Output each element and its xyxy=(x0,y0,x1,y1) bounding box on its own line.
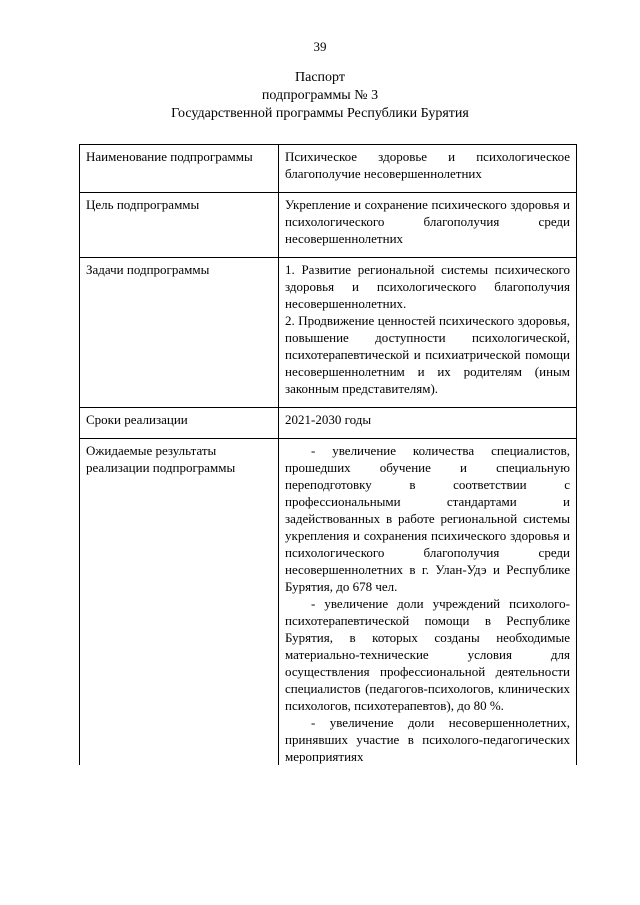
task-item: 2. Продвижение ценностей психического здоровья, повышение доступности психологической, психотерапевтической и психиатрической помощи несовершеннолетним и их родителям (иным законным представителям). xyxy=(285,313,570,396)
row-name xyxy=(80,145,577,193)
result-item: - увеличение количества специалистов, прошедших обучение и специальную переподготовку в соответствии с профессиональными стандартами и задействованных в работе региональной системы укрепления и сохранения психического здоровья и психологического благополучия среди несовершеннолетних в г. Улан-Удэ и Республике Бурятия, до 678 чел. xyxy=(285,443,570,594)
row-goal-label: Цель подпрограммы xyxy=(80,193,279,258)
row-goal xyxy=(80,193,577,258)
page-number: 39 xyxy=(313,39,327,54)
row-terms-value: 2021-2030 годы xyxy=(279,408,577,439)
row-goal-value: Укрепление и сохранение психического здоровья и психологического благополучия среди несовершеннолетних xyxy=(279,193,577,258)
title-line-2: подпрограммы № 3 xyxy=(261,88,379,103)
task-item: 1. Развитие региональной системы психического здоровья и психологического благополучия несовершеннолетних. xyxy=(285,262,570,311)
row-terms xyxy=(80,408,577,439)
row-tasks-label: Задачи подпрограммы xyxy=(80,258,279,408)
row-results xyxy=(80,439,577,766)
row-terms-label: Сроки реализации xyxy=(80,408,279,439)
result-item: - увеличение доли учреждений психолого-психотерапевтической помощи в Республике Бурятия, в которых созданы необходимые материально-технические условия для осуществления профессиональной деятельности специалистов (педагогов-психологов, клинических психологов, психотерапевтов), до 80 %. xyxy=(285,596,570,713)
document-title xyxy=(0,69,640,123)
row-tasks xyxy=(80,258,577,408)
row-name-value: Психическое здоровье и психологическое благополучие несовершеннолетних xyxy=(279,145,577,193)
row-results-value xyxy=(279,439,577,766)
title-line-1: Паспорт xyxy=(295,70,345,85)
row-tasks-value xyxy=(279,258,577,408)
result-item: - увеличение доли несовершеннолетних, принявших участие в психолого-педагогических мероприятиях xyxy=(285,715,570,764)
row-results-label: Ожидаемые результаты реализации подпрограммы xyxy=(80,439,279,766)
title-line-3: Государственной программы Республики Бурятия xyxy=(171,106,469,121)
passport-table xyxy=(79,144,577,765)
row-name-label: Наименование подпрограммы xyxy=(80,145,279,193)
